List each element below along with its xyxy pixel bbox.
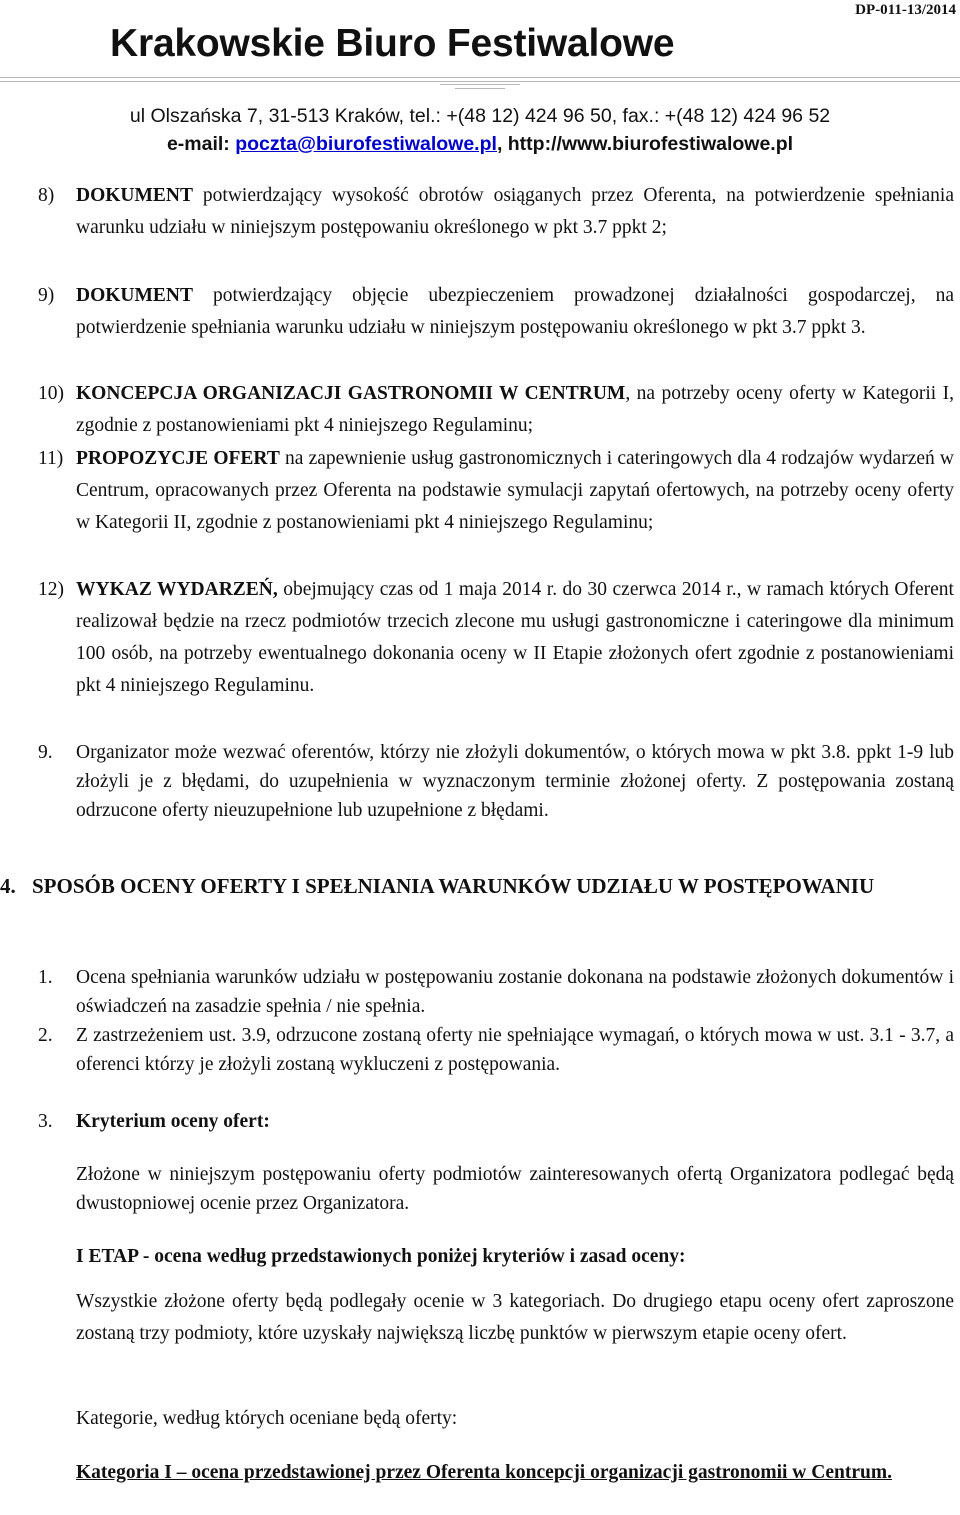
item-bold-label: DOKUMENT bbox=[76, 285, 193, 306]
list-item-9 bbox=[76, 280, 954, 344]
list-item-8 bbox=[76, 180, 954, 244]
header-ornament bbox=[455, 88, 505, 89]
item-text: potwierdzający wysokość obrotów osiąganych przez Oferenta, na potwierdzenie spełniania warunku udziału w niniejszym postępowaniu określonego w pkt 3.7 ppkt 2; bbox=[76, 185, 954, 238]
criteria-body: Złożone w niniejszym postępowaniu oferty podmiotów zainteresowanych ofertą Organizatora podlegać będą dwustopniowej ocenie przez Organizatora. bbox=[76, 1164, 954, 1214]
criteria-heading: Kryterium oceny ofert: bbox=[76, 1111, 270, 1132]
stage-heading: I ETAP - ocena według przedstawionych poniżej kryteriów i zasad oceny: bbox=[76, 1246, 686, 1267]
point-number: 3. bbox=[38, 1111, 53, 1132]
list-item-10 bbox=[76, 378, 954, 442]
item-text: , na potrzeby oceny oferty w Kategorii I, zgodnie z postanowieniami pkt 4 niniejszego Regulaminu; bbox=[76, 383, 954, 436]
section-title: SPOSÓB OCENY OFERTY I SPEŁNIANIA WARUNKÓW UDZIAŁU W POSTĘPOWANIU bbox=[32, 874, 875, 898]
item-text: potwierdzający objęcie ubezpieczeniem prowadzonej działalności gospodarczej, na potwierdzenie spełniania warunku udziału w niniejszym postępowaniu określonego w pkt 3.7 ppkt 3. bbox=[76, 285, 954, 338]
list-item-11 bbox=[76, 443, 954, 539]
list-number: 10) bbox=[38, 383, 64, 404]
section-point-2: Z zastrzeżeniem ust. 3.9, odrzucone zostaną oferty nie spełniające wymagań, o których mowa w ust. 3.1 - 3.7, a oferenci którzy je złożyli zostaną wykluczeni z postępowania. bbox=[76, 1025, 954, 1075]
categories-intro: Kategorie, według których oceniane będą oferty: bbox=[76, 1408, 458, 1429]
item-bold-label: PROPOZYCJE OFERT bbox=[76, 448, 280, 469]
point-number: 2. bbox=[38, 1025, 53, 1046]
category-1-heading: Kategoria I – ocena przedstawionej przez Oferenta koncepcji organizacji gastronomii w Centrum. bbox=[76, 1462, 892, 1483]
header-ornament bbox=[440, 84, 520, 85]
list-number: 12) bbox=[38, 579, 64, 600]
section-number: 4. bbox=[0, 874, 16, 898]
item-text: na zapewnienie usług gastronomicznych i cateringowych dla 4 rodzajów wydarzeń w Centrum, opracowanych przez Oferenta na podstawie symulacji zapytań ofertowych, na potrzeby oceny oferty w Kategorii II, zgodnie z postanowieniami pkt 4 niniejszego Regulaminu; bbox=[76, 448, 955, 533]
header-divider bbox=[0, 81, 960, 82]
document-code: DP-011-13/2014 bbox=[855, 2, 956, 18]
email-link[interactable]: poczta@biurofestiwalowe.pl bbox=[235, 133, 497, 155]
list-number: 9) bbox=[38, 285, 55, 306]
stage-body: Wszystkie złożone oferty będą podlegały ocenie w 3 kategoriach. Do drugiego etapu oceny ofert zaproszone zostaną trzy podmioty, które uzyskały największą liczbę punktów w pierwszym etapie oceny ofert. bbox=[76, 1291, 954, 1344]
point-number: 1. bbox=[38, 967, 53, 988]
organization-name: Krakowskie Biuro Festiwalowe bbox=[110, 22, 675, 65]
list-item-12 bbox=[76, 574, 954, 702]
section-point-1: Ocena spełniania warunków udziału w postępowaniu zostanie dokonana na podstawie złożonych dokumentów i oświadczeń na zasadzie spełnia / nie spełnia. bbox=[76, 967, 954, 1017]
point-9: Organizator może wezwać oferentów, którzy nie złożyli dokumentów, o których mowa w pkt 3.8. ppkt 1-9 lub złożyli je z błędami, do uzupełnienia w wyznaczonym terminie złożonej oferty. Z postępowania zostaną odrzucone oferty nieuzupełnione lub uzupełnione z błędami. bbox=[76, 742, 954, 821]
header-divider bbox=[0, 77, 960, 78]
website-text: , http://www.biurofestiwalowe.pl bbox=[496, 133, 794, 155]
list-number: 11) bbox=[38, 448, 64, 469]
address-line: ul Olszańska 7, 31-513 Kraków, tel.: +(48 12) 424 96 50, fax.: +(48 12) 424 96 52 bbox=[129, 105, 831, 127]
list-number: 8) bbox=[38, 185, 55, 206]
point-number: 9. bbox=[38, 742, 53, 763]
contact-line bbox=[0, 132, 960, 156]
item-bold-label: KONCEPCJA ORGANIZACJI GASTRONOMII W CENTRUM bbox=[76, 383, 626, 404]
email-label: e-mail: bbox=[166, 133, 236, 155]
item-text: obejmujący czas od 1 maja 2014 r. do 30 czerwca 2014 r., w ramach których Oferent realizował będzie na rzecz podmiotów trzecich zlecone mu usługi gastronomiczne i cateringowe dla minimum 100 osób, na potrzeby ewentualnego dokonania oceny w II Etapie złożonych ofert zgodnie z postanowieniami pkt 4 niniejszego Regulaminu. bbox=[76, 579, 954, 696]
item-bold-label: DOKUMENT bbox=[76, 185, 193, 206]
item-bold-label: WYKAZ WYDARZEŃ, bbox=[76, 579, 278, 600]
